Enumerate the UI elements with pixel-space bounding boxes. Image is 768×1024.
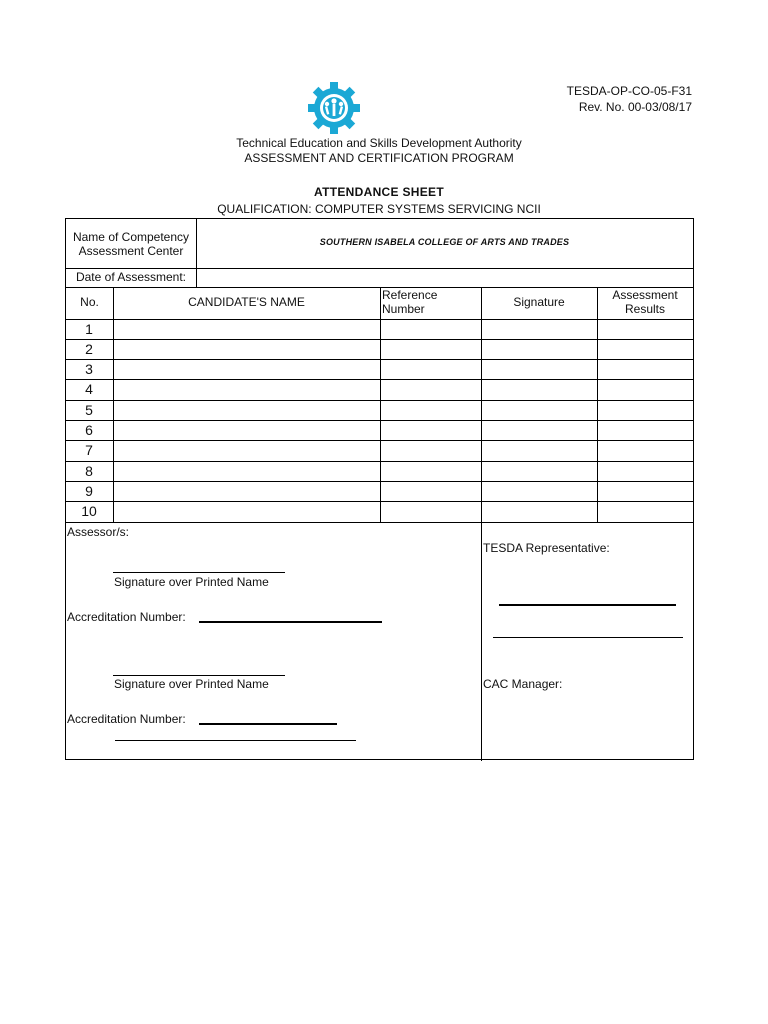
agency-name: Technical Education and Skills Development Authority xyxy=(236,136,522,150)
form-code: TESDA-OP-CO-05-F31 xyxy=(566,84,692,98)
header-no: No. xyxy=(80,295,99,309)
accreditation-label-2: Accreditation Number: xyxy=(67,712,186,726)
row-number: 1 xyxy=(85,321,93,337)
tesda-representative-label: TESDA Representative: xyxy=(483,541,610,555)
tesda-logo-icon xyxy=(306,80,362,136)
row-number: 9 xyxy=(85,483,93,499)
row-number: 4 xyxy=(85,381,93,397)
second-signature-line[interactable] xyxy=(493,637,683,638)
row-number: 3 xyxy=(85,361,93,377)
assessment-center-value[interactable]: SOUTHERN ISABELA COLLEGE OF ARTS AND TRADES xyxy=(319,237,570,247)
row-number: 6 xyxy=(85,422,93,438)
header-candidate-name: CANDIDATE'S NAME xyxy=(188,295,305,309)
row-number: 7 xyxy=(85,442,93,458)
date-value-field[interactable] xyxy=(197,270,692,286)
cac-manager-label: CAC Manager: xyxy=(483,677,563,691)
signature-caption-1: Signature over Printed Name xyxy=(114,575,269,589)
revision-number: Rev. No. 00-03/08/17 xyxy=(578,100,692,114)
date-label: Date of Assessment: xyxy=(75,270,187,284)
accreditation-number-field-1[interactable] xyxy=(199,621,382,623)
center-label: Name of Competency Assessment Center xyxy=(72,230,190,258)
extra-signature-line[interactable] xyxy=(115,740,356,741)
header-reference-number: Reference Number xyxy=(382,288,438,316)
row-number: 10 xyxy=(81,503,97,519)
program-name: ASSESSMENT AND CERTIFICATION PROGRAM xyxy=(244,151,514,165)
row-number: 5 xyxy=(85,402,93,418)
attendance-form xyxy=(65,218,694,760)
tesda-representative-signature-line[interactable] xyxy=(499,604,676,606)
assessor-signature-line-1[interactable] xyxy=(113,572,285,573)
signature-caption-2: Signature over Printed Name xyxy=(114,677,269,691)
row-number: 2 xyxy=(85,341,93,357)
header-assessment-results: Assessment Results xyxy=(612,288,678,316)
accreditation-number-field-2[interactable] xyxy=(199,723,337,725)
header-signature: Signature xyxy=(513,295,565,309)
assessors-label: Assessor/s: xyxy=(67,525,130,539)
sheet-title: ATTENDANCE SHEET xyxy=(314,185,444,199)
accreditation-label-1: Accreditation Number: xyxy=(67,610,186,624)
assessor-signature-line-2[interactable] xyxy=(113,675,285,676)
row-number: 8 xyxy=(85,463,93,479)
form-code-block xyxy=(567,83,692,115)
qualification-line: QUALIFICATION: COMPUTER SYSTEMS SERVICING NCII xyxy=(217,202,541,216)
